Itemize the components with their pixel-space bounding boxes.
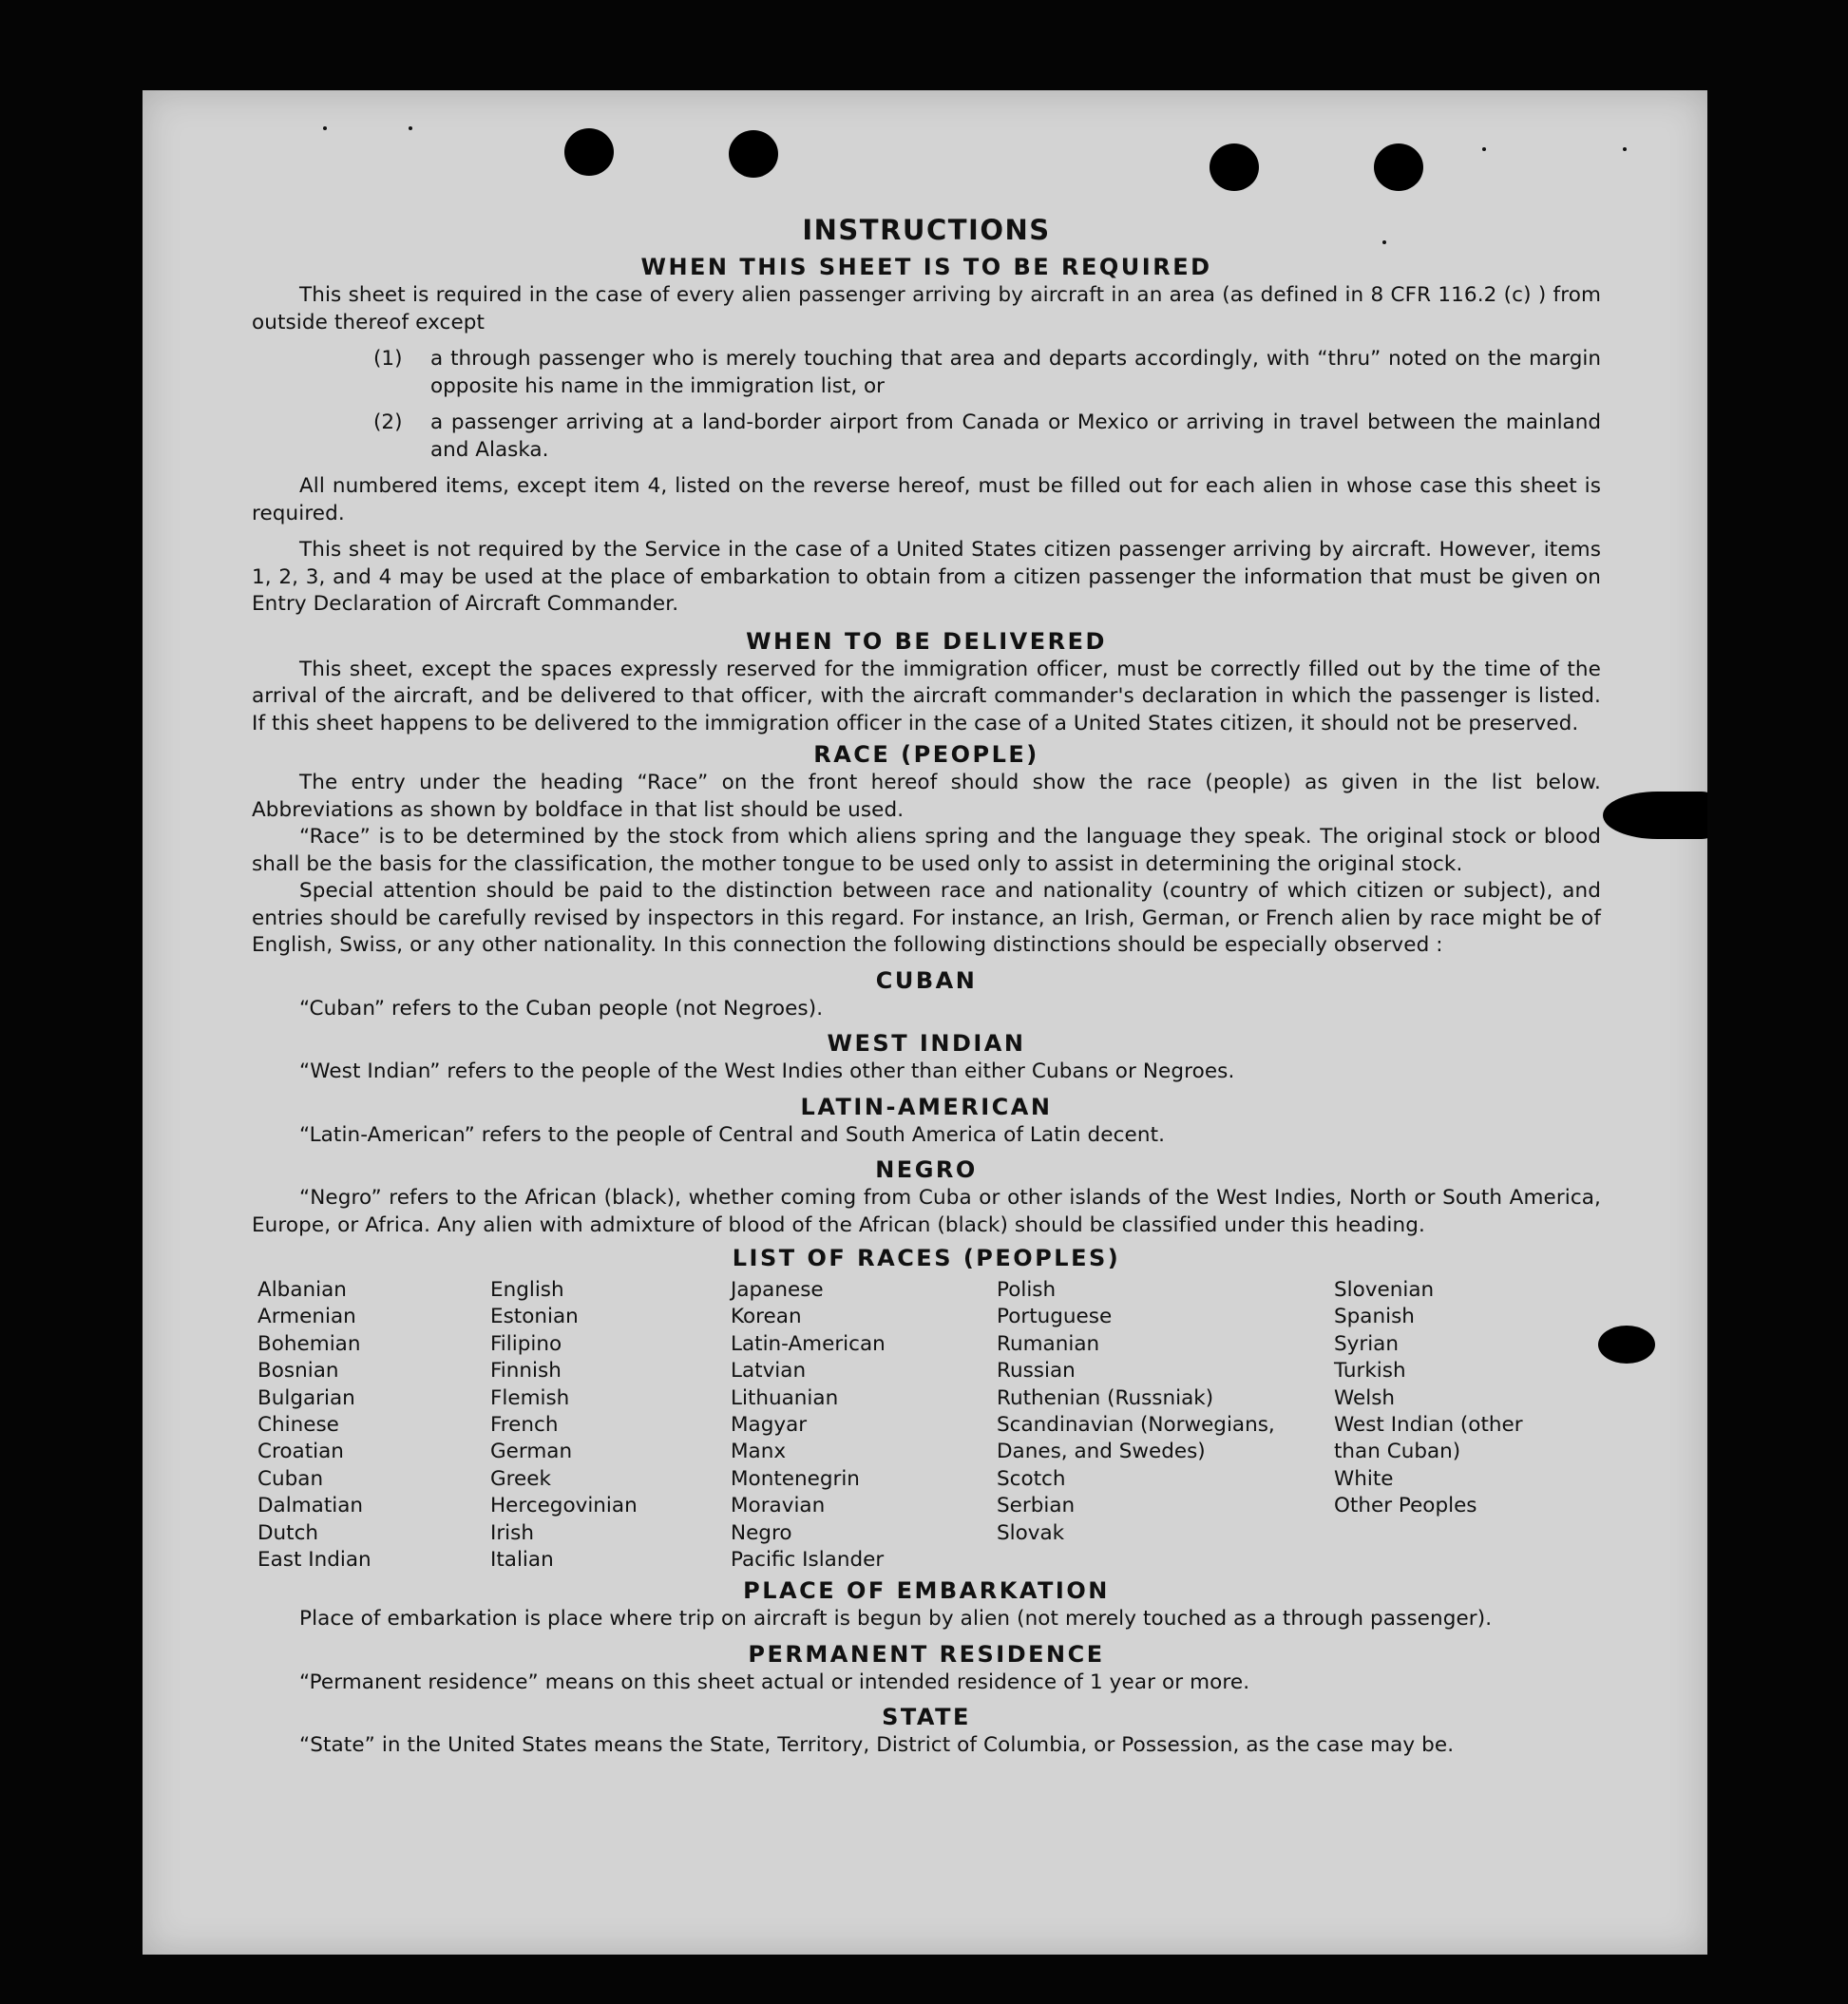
when-required-intro: This sheet is required in the case of every alien passenger arriving by aircraft in an area (as defined in 8 CFR 116.2 (c) ) from outside thereof except [252, 283, 1601, 334]
when-required-para3: This sheet is not required by the Service in the case of a United States citizen passenger arriving by aircraft. However, items 1, 2, 3, and 4 may be used at the place of embarkation to obtain from a citizen passenger the information that must be given on Entry Declaration of Aircraft Commander. [252, 538, 1601, 616]
speck [323, 126, 327, 130]
race-entry: Irish [490, 1520, 534, 1545]
heading-negro: NEGRO [875, 1156, 978, 1183]
race-entry: Spanish [1334, 1305, 1415, 1329]
race-entry: Moravian [731, 1494, 826, 1518]
races-column-5 [1334, 1277, 1572, 1574]
heading-west-indian: WEST INDIAN [827, 1030, 1026, 1057]
cuban-text: “Cuban” refers to the Cuban people (not Negroes). [299, 996, 824, 1021]
heading-latin-american: LATIN-AMERICAN [800, 1093, 1053, 1120]
race-entry: West Indian (other than Cuban) [1334, 1413, 1523, 1464]
race-entry: German [490, 1440, 573, 1464]
punch-hole-4 [1374, 143, 1423, 191]
race-entry: Pacific Islander [731, 1548, 885, 1573]
race-entry: Bosnian [257, 1359, 339, 1384]
race-entry: Armenian [257, 1305, 356, 1329]
race-entry: Greek [490, 1466, 551, 1491]
when-delivered-text: This sheet, except the spaces expressly reserved for the immigration officer, must be correctly filled out by the time of the arrival of the aircraft, and be delivered to that officer, with the aircraft commander's declaration in which the passenger is listed. If this sheet happens to be delivered to the immigration officer in the case of a United States citizen, it should not be preserved. [252, 657, 1601, 735]
heading-when-required: WHEN THIS SHEET IS TO BE REQUIRED [640, 254, 1212, 280]
race-entry: Slovak [997, 1520, 1065, 1545]
races-column-3 [731, 1277, 997, 1574]
race-entry: English [490, 1278, 564, 1302]
race-entry: Dalmatian [257, 1494, 364, 1518]
race-entry: Dutch [257, 1520, 319, 1545]
race-entry: Scandinavian (Norwegians, Danes, and Swedes) [997, 1413, 1275, 1464]
latin-american-text: “Latin-American” refers to the people of Central and South America of Latin decent. [299, 1122, 1166, 1147]
race-entry: Russian [997, 1359, 1076, 1384]
race-entry: Albanian [257, 1278, 347, 1302]
race-entry: Montenegrin [731, 1466, 860, 1491]
race-entry: Turkish [1334, 1359, 1406, 1384]
punch-hole-3 [1210, 143, 1259, 191]
item-number: (2) [373, 410, 403, 434]
race-entry: Japanese [731, 1278, 824, 1302]
instructions-content [252, 214, 1601, 1760]
page-title: INSTRUCTIONS [802, 214, 1051, 246]
race-entry: Syrian [1334, 1331, 1399, 1356]
race-entry: Negro [731, 1520, 792, 1545]
race-entry: Estonian [490, 1305, 579, 1329]
race-entry: Bohemian [257, 1331, 361, 1356]
permanent-residence-text: “Permanent residence” means on this sheet actual or intended residence of 1 year or more. [299, 1670, 1250, 1694]
speck [1482, 147, 1486, 151]
torn-edge-mark-1 [1603, 792, 1707, 839]
race-entry: Chinese [257, 1413, 339, 1438]
item-number: (1) [373, 347, 403, 371]
race-entry: French [490, 1413, 559, 1438]
race-entry: Hercegovinian [490, 1494, 638, 1518]
race-entry: Welsh [1334, 1385, 1396, 1410]
race-entry: East Indian [257, 1548, 372, 1573]
speck [1623, 147, 1627, 151]
speck [409, 126, 412, 130]
race-entry: Lithuanian [731, 1385, 839, 1410]
race-entry: Rumanian [997, 1331, 1100, 1356]
west-indian-text: “West Indian” refers to the people of the West Indies other than either Cubans or Negroes. [299, 1059, 1235, 1083]
race-entry: Flemish [490, 1385, 570, 1410]
heading-state: STATE [882, 1704, 971, 1731]
heading-permanent-residence: PERMANENT RESIDENCE [748, 1640, 1105, 1668]
races-column-1 [257, 1277, 490, 1574]
when-required-para2: All numbered items, except item 4, listed on the reverse hereof, must be filled out for each alien in whose case this sheet is required. [252, 474, 1601, 525]
races-list [257, 1277, 1601, 1574]
race-entry: Cuban [257, 1466, 324, 1491]
item-text: a through passenger who is merely touching that area and departs accordingly, with “thru” noted on the margin opposite his name in the immigration list, or [430, 347, 1601, 398]
punch-hole-2 [729, 130, 778, 178]
race-entry: Serbian [997, 1494, 1076, 1518]
race-entry: White [1334, 1466, 1394, 1491]
heading-cuban: CUBAN [875, 966, 978, 994]
race-entry: Bulgarian [257, 1385, 355, 1410]
heading-when-delivered: WHEN TO BE DELIVERED [746, 627, 1107, 655]
race-entry: Filipino [490, 1331, 562, 1356]
race-entry: Ruthenian (Russniak) [997, 1385, 1214, 1410]
state-text: “State” in the United States means the State, Territory, District of Columbia, or Possession, as the case may be. [299, 1733, 1455, 1758]
race-entry: Slovenian [1334, 1278, 1435, 1302]
race-entry: Croatian [257, 1440, 344, 1464]
torn-edge-mark-2 [1598, 1326, 1655, 1364]
race-entry: Magyar [731, 1413, 808, 1438]
heading-list-of-races: LIST OF RACES (PEOPLES) [732, 1245, 1121, 1271]
race-entry: Manx [731, 1440, 787, 1464]
punch-hole-1 [564, 128, 614, 176]
negro-text: “Negro” refers to the African (black), whether coming from Cuba or other islands of the West Indies, North or South America, Europe, or Africa. Any alien with admixture of blood of the African (black) should be classified under this heading. [252, 1186, 1601, 1237]
race-para1: The entry under the heading “Race” on the front hereof should show the race (people) as given in the list below. Abbreviations as shown by boldface in that list should be used. [252, 771, 1601, 822]
race-para3: Special attention should be paid to the distinction between race and nationality (country of which citizen or subject), and entries should be carefully revised by inspectors in this regard. For instance, an Irish, German, or French alien by race might be of English, Swiss, or any other nationality. In this connection the following distinctions should be especially observed : [252, 879, 1601, 957]
race-entry: Other Peoples [1334, 1494, 1477, 1518]
heading-race: RACE (PEOPLE) [813, 741, 1039, 768]
exception-item-1 [252, 346, 1601, 400]
races-column-4 [997, 1277, 1334, 1574]
race-entry: Polish [997, 1278, 1057, 1302]
races-column-2 [490, 1277, 731, 1574]
race-entry: Scotch [997, 1466, 1066, 1491]
place-of-embarkation-text: Place of embarkation is place where trip on aircraft is begun by alien (not merely touched as a through passenger). [299, 1607, 1493, 1632]
race-para2: “Race” is to be determined by the stock from which aliens spring and the language they speak. The original stock or blood shall be the basis for the classification, the mother tongue to be used only to assist in determining the original stock. [252, 825, 1601, 876]
heading-place-of-embarkation: PLACE OF EMBARKATION [743, 1577, 1110, 1605]
race-entry: Finnish [490, 1359, 562, 1384]
item-text: a passenger arriving at a land-border airport from Canada or Mexico or arriving in travel between the mainland and Alaska. [430, 410, 1601, 462]
race-entry: Korean [731, 1305, 802, 1329]
document-sheet [143, 90, 1707, 1955]
race-entry: Latvian [731, 1359, 807, 1384]
exception-item-2 [252, 410, 1601, 464]
race-entry: Latin-American [731, 1331, 886, 1356]
race-entry: Italian [490, 1548, 554, 1573]
race-entry: Portuguese [997, 1305, 1113, 1329]
